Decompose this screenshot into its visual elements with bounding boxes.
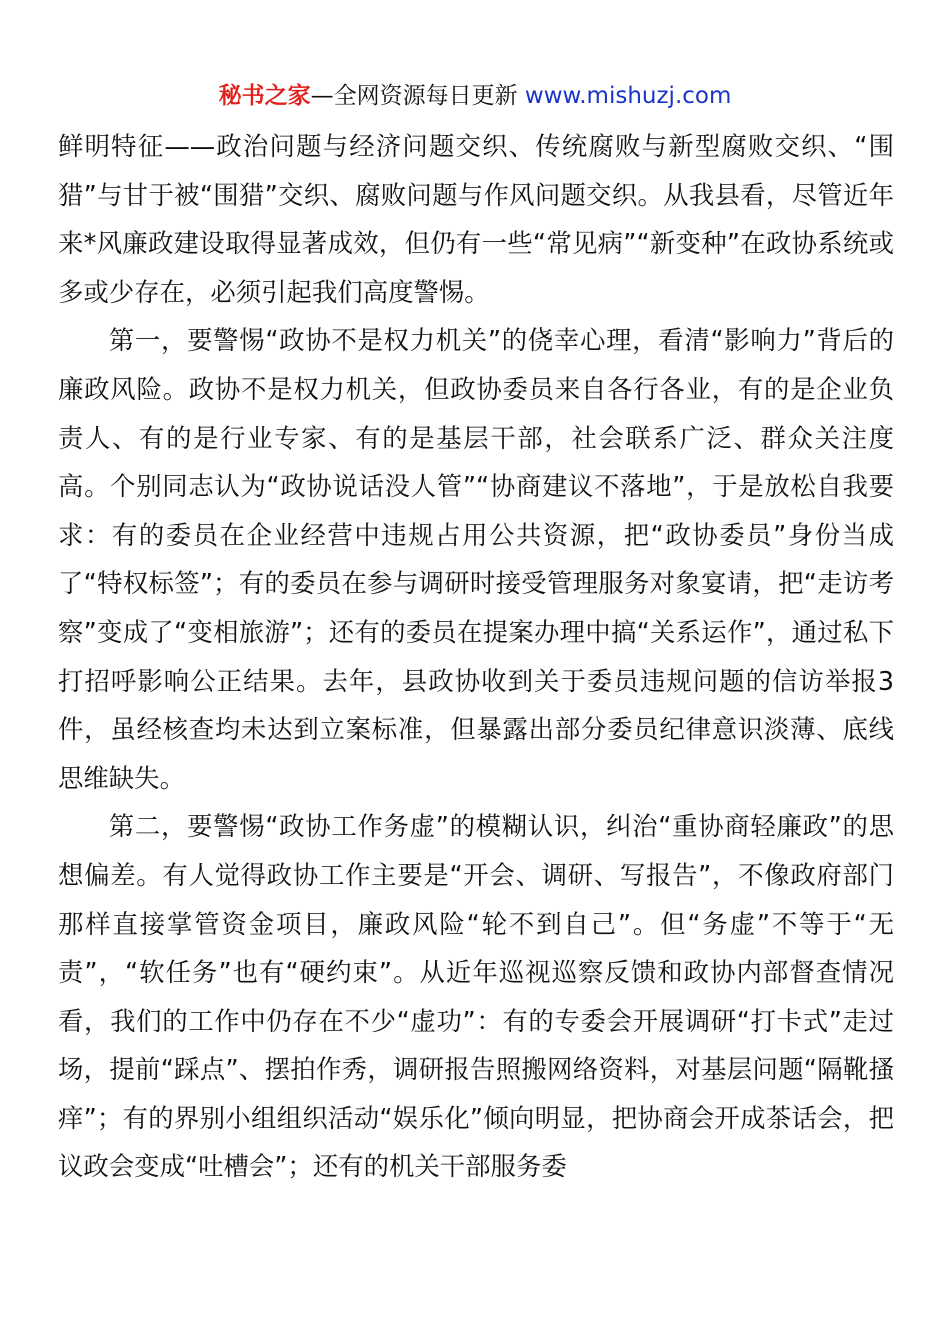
document-body	[58, 122, 894, 1191]
paragraph-second-point: 第二，要警惕“政协工作务虚”的模糊认识，纠治“重协商轻廉政”的思想偏差。有人觉得政协工作主要是“开会、调研、写报告”，不像政府部门那样直接掌管资金项目，廉政风险“轮不到自己”。但“务虚”不等于“无责”，“软任务”也有“硬约束”。从近年巡视巡察反馈和政协内部督查情况看，我们的工作中仍存在不少“虚功”：有的专委会开展调研“打卡式”走过场，提前“踩点”、摆拍作秀，调研报告照搬网络资料，对基层问题“隔靴搔痒”；有的界别小组组织活动“娱乐化”倾向明显，把协商会开成茶话会，把议政会变成“吐槽会”；还有的机关干部服务委	[58, 811, 894, 1182]
header-tagline: —全网资源每日更新	[310, 83, 518, 109]
paragraph-first-point: 第一，要警惕“政协不是权力机关”的侥幸心理，看清“影响力”背后的廉政风险。政协不是权力机关，但政协委员来自各行各业，有的是企业负责人、有的是行业专家、有的是基层干部，社会联系广泛、群众关注度高。个别同志认为“政协说话没人管”“协商建议不落地”，于是放松自我要求：有的委员在企业经营中违规占用公共资源，把“政协委员”身份当成了“特权标签”；有的委员在参与调研时接受管理服务对象宴请，把“走访考察”变成了“变相旅游”；还有的委员在提案办理中搞“关系运作”，通过私下打招呼影响公正结果。去年，县政协收到关于委员违规问题的信访举报3件，虽经核查均未达到立案标准，但暴露出部分委员纪律意识淡薄、底线思维缺失。	[58, 325, 894, 793]
brand-name: 秘书之家	[218, 83, 311, 109]
page-header	[0, 80, 950, 112]
site-url-link[interactable]: www.mishuzj.com	[524, 83, 732, 109]
paragraph-continued: 鲜明特征——政治问题与经济问题交织、传统腐败与新型腐败交织、“围猎”与甘于被“围猎”交织、腐败问题与作风问题交织。从我县看，尽管近年来*风廉政建设取得显著成效，但仍有一些“常见病”“新变种”在政协系统或多或少存在，必须引起我们高度警惕。	[58, 131, 894, 307]
